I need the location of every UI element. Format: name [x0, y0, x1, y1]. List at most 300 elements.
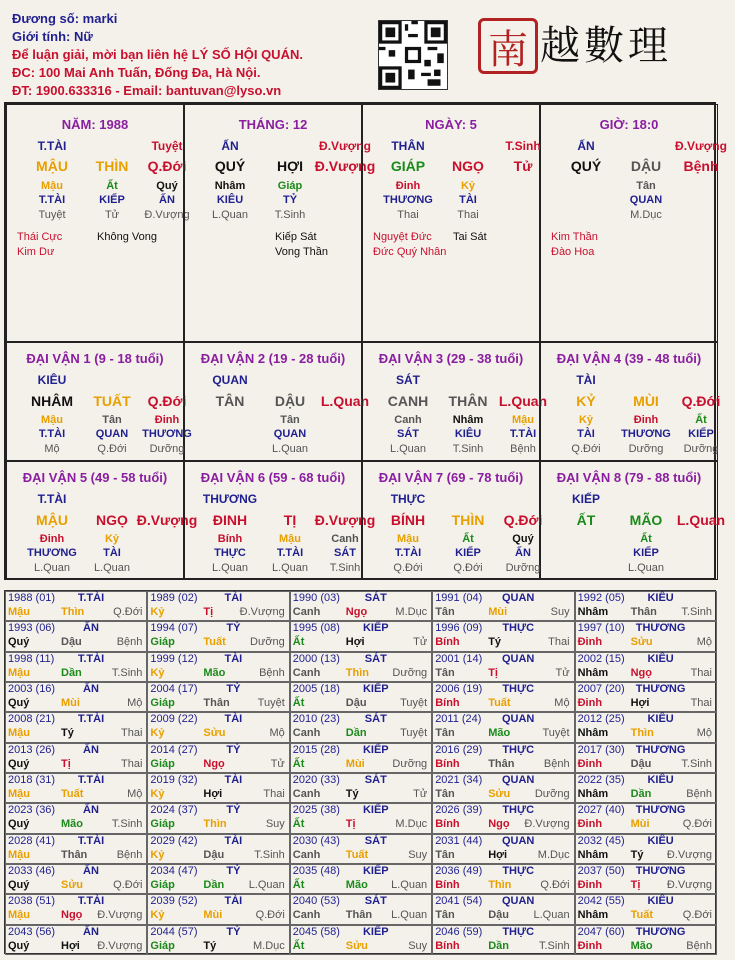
year-stem: Giáp: [150, 636, 175, 649]
year-label: 2017 (30): [577, 743, 625, 756]
header-info: [12, 10, 303, 100]
pillar-title: NGÀY: 5: [425, 117, 477, 132]
hidden-state: L.Quan: [211, 209, 249, 221]
year-state: Bệnh: [259, 666, 285, 679]
hidden-star: T.TÀI: [38, 428, 66, 440]
dai-van-star: TÀI: [576, 373, 596, 387]
hidden-state: Bệnh: [510, 443, 536, 455]
year-label: 2009 (22): [150, 713, 198, 726]
year-branch: Hợi: [61, 939, 80, 952]
hidden-star: KIÊU: [216, 194, 244, 206]
pillar-1: [6, 104, 190, 342]
year-stem: Quý: [8, 696, 30, 709]
year-label: 2039 (52): [150, 895, 198, 908]
hidden-state: L.Quan: [271, 443, 309, 455]
year-branch: Mùi: [203, 909, 223, 922]
year-branch: Thìn: [488, 878, 512, 891]
year-branch: Sửu: [345, 939, 368, 952]
year-cell: [575, 682, 717, 712]
year-label: 2037 (50): [577, 864, 625, 877]
year-state: Bệnh: [116, 636, 143, 649]
hidden-stem: Kỷ: [104, 533, 120, 545]
year-star: ẤN: [83, 925, 99, 938]
year-state: Thai: [690, 666, 712, 679]
year-stem: Giáp: [150, 757, 175, 770]
year-star: THỰC: [502, 743, 535, 756]
year-star: KIÊU: [647, 713, 674, 726]
year-state: Thai: [120, 757, 143, 770]
year-label: 2002 (15): [577, 652, 625, 665]
year-stem: Ất: [292, 939, 305, 952]
dai-van-branch: TUẤT: [93, 393, 131, 409]
year-state: Mộ: [127, 696, 143, 709]
year-branch: Mão: [345, 878, 368, 891]
year-state: T.Sinh: [254, 848, 285, 861]
year-stem: Ất: [292, 757, 305, 770]
hidden-state: M.Dục: [630, 209, 662, 221]
year-state: Mộ: [554, 696, 570, 709]
year-star: QUAN: [501, 713, 535, 726]
year-branch: Tị: [345, 818, 356, 831]
year-stem: Quý: [8, 939, 30, 952]
hidden-stem: Nhâm: [452, 414, 484, 426]
year-stem: Nhâm: [577, 787, 609, 800]
year-stem: Nhâm: [577, 606, 609, 618]
year-state: L.Quan: [533, 909, 570, 922]
year-cell: [432, 621, 574, 651]
year-state: Dưỡng: [250, 636, 285, 649]
year-stem: Giáp: [150, 878, 175, 891]
hidden-state: Thai: [397, 209, 419, 221]
year-stem: Bính: [435, 878, 460, 891]
year-label: 2000 (13): [292, 652, 340, 665]
hidden-stem: Ất: [695, 414, 707, 426]
year-label: 2023 (36): [8, 804, 56, 817]
year-cell: [5, 621, 147, 651]
year-cell: [147, 621, 289, 651]
year-stem: Đinh: [577, 696, 603, 709]
year-state: Đ.Vượng: [666, 848, 712, 861]
year-state: Đ.Vượng: [524, 818, 570, 831]
year-state: Q.Đới: [113, 606, 143, 618]
year-branch: Dậu: [488, 909, 509, 922]
year-branch: Tị: [488, 666, 498, 679]
hidden-star: TỶ: [282, 194, 298, 206]
hidden-star: QUAN: [273, 428, 307, 440]
dai-van-title: ĐẠI VẬN 2 (19 - 28 tuổi): [200, 351, 346, 366]
heaven-state: T.Sinh: [505, 139, 541, 153]
year-stem: Giáp: [150, 696, 175, 709]
year-star: QUAN: [501, 652, 535, 665]
year-branch: Dậu: [203, 848, 225, 861]
year-state: Tuyệt: [400, 727, 428, 740]
year-label: 1997 (10): [577, 622, 625, 635]
pillar-2: [184, 104, 376, 342]
hidden-stem: Quý: [156, 180, 178, 192]
year-state: Q.Đới: [113, 878, 143, 891]
dai-van-branch: L.Quan: [676, 512, 726, 528]
dai-van-title: ĐẠI VẬN 4 (39 - 48 tuổi): [556, 351, 702, 366]
hidden-stem: Kỷ: [460, 180, 476, 192]
year-cell: [290, 743, 432, 773]
year-label: 2016 (29): [435, 743, 483, 756]
year-stem: Đinh: [577, 818, 603, 831]
year-star: TÀI: [224, 773, 243, 786]
year-label: 2006 (19): [435, 682, 483, 695]
year-state: L.Quan: [391, 878, 428, 891]
year-star: KIÊU: [647, 895, 674, 908]
year-star: TỶ: [226, 804, 241, 817]
year-label: 2021 (34): [435, 773, 483, 786]
year-star: ẤN: [83, 622, 99, 635]
year-stem: Giáp: [150, 818, 175, 831]
dai-van-branch: TỊ: [283, 512, 297, 528]
year-label: 2019 (32): [150, 773, 198, 786]
year-label: 2027 (40): [577, 804, 625, 817]
year-star: TỶ: [226, 682, 241, 695]
year-state: Suy: [408, 848, 428, 861]
year-cell: [432, 652, 574, 682]
year-stem: Ất: [292, 636, 305, 649]
hidden-stem: Đinh: [633, 414, 659, 426]
year-star: THƯƠNG: [635, 743, 686, 756]
year-cell: [5, 773, 147, 803]
year-star: TÀI: [224, 834, 243, 847]
hidden-stem: Mậu: [512, 414, 534, 426]
year-branch: Hợi: [488, 848, 508, 861]
year-branch: Hợi: [203, 787, 223, 800]
year-label: 2024 (37): [150, 804, 198, 817]
special-star: Kim Dư: [17, 246, 55, 258]
dai-van-star: THỰC: [390, 492, 426, 506]
year-stem: Quý: [8, 878, 30, 891]
dai-van-star: SÁT: [396, 373, 420, 387]
owner-name: Đương số: marki: [12, 11, 118, 26]
year-state: L.Quan: [391, 909, 428, 922]
year-label: 2030 (43): [292, 834, 340, 847]
year-label: 2025 (38): [292, 804, 340, 817]
year-state: Tử: [270, 757, 285, 770]
year-label: 2013 (26): [8, 743, 56, 756]
year-star: T.TÀI: [77, 834, 105, 847]
year-stem: Kỷ: [150, 606, 165, 618]
year-branch: Thân: [203, 696, 230, 709]
hidden-star: SÁT: [397, 428, 419, 440]
year-stem: Canh: [292, 666, 321, 679]
year-state: Q.Đới: [682, 818, 712, 831]
hidden-state: Tuyệt: [38, 209, 66, 221]
hidden-stem: Đinh: [39, 533, 65, 545]
dai-van-branch: Q.Đới: [503, 512, 543, 528]
heaven-state: Tuyệt: [151, 139, 183, 153]
branch-value: HỢI: [277, 158, 303, 174]
year-label: 2003 (16): [8, 682, 56, 695]
dai-van-star: QUAN: [212, 373, 248, 387]
year-branch: Mão: [488, 727, 511, 740]
pillar-3: [362, 104, 540, 342]
dai-van-branch: Q.Đới: [147, 393, 187, 409]
year-star: SÁT: [364, 713, 387, 726]
year-state: T.Sinh: [681, 757, 712, 770]
dai-van-branch: Q.Đới: [681, 393, 721, 409]
year-stem: Tân: [435, 666, 455, 679]
year-label: 2022 (35): [577, 773, 625, 786]
year-cell: [575, 652, 717, 682]
year-star: KIÊU: [647, 592, 674, 604]
year-star: KIẾP: [362, 682, 389, 695]
year-star: QUAN: [501, 834, 535, 847]
hidden-star: THƯƠNG: [621, 428, 671, 440]
year-star: THƯƠNG: [635, 804, 686, 817]
year-star: T.TÀI: [77, 652, 105, 665]
dai-van-branch: NGỌ: [96, 512, 128, 528]
heaven-star: ẤN: [221, 139, 239, 153]
year-stem: Mậu: [8, 666, 30, 679]
dai-van-branch: TÂN: [215, 393, 245, 409]
year-star: T.TÀI: [77, 592, 105, 604]
year-star: SÁT: [364, 592, 387, 604]
year-cell: [5, 925, 147, 955]
year-star: ẤN: [83, 682, 99, 695]
year-cell: [147, 925, 289, 955]
hidden-state: T.Sinh: [452, 443, 484, 455]
year-stem: Tân: [435, 909, 455, 922]
year-branch: Sửu: [203, 727, 226, 740]
year-label: 1998 (11): [8, 652, 55, 665]
hidden-state: L.Quan: [271, 562, 309, 574]
year-state: Bệnh: [116, 848, 143, 861]
special-star: Nguyệt Đức: [373, 231, 432, 243]
year-stem: Tân: [435, 727, 455, 740]
phone-email-line[interactable]: ĐT: 1900.633316 - Email: bantuvan@lyso.vn: [12, 83, 282, 98]
hidden-star: T.TÀI: [38, 194, 66, 206]
year-branch: Tị: [203, 606, 214, 618]
year-stem: Ất: [292, 878, 305, 891]
year-label: 2028 (41): [8, 834, 56, 847]
year-label: 2032 (45): [577, 834, 625, 847]
hidden-star: QUAN: [629, 194, 663, 206]
year-stem: Nhâm: [577, 909, 609, 922]
year-label: 2044 (57): [150, 925, 198, 938]
hidden-star: SÁT: [334, 547, 356, 559]
year-state: M.Dục: [395, 818, 428, 831]
year-label: 2001 (14): [435, 652, 483, 665]
year-label: 2004 (17): [150, 682, 198, 695]
year-stem: Đinh: [577, 636, 603, 649]
hidden-state: Tử: [104, 209, 120, 221]
hidden-state: Dưỡng: [505, 562, 541, 574]
special-star: Vong Thần: [275, 246, 329, 258]
year-star: TỶ: [226, 925, 241, 938]
dai-van-branch: MÃO: [629, 512, 663, 528]
year-state: M.Dục: [395, 606, 428, 618]
dai-van-6: [184, 461, 376, 580]
heaven-state: Đ.Vượng: [319, 139, 371, 153]
year-label: 2026 (39): [435, 804, 483, 817]
year-branch: Tý: [630, 848, 644, 861]
year-state: Thai: [120, 727, 143, 740]
year-branch: Tuất: [630, 909, 653, 922]
year-stem: Bính: [435, 636, 460, 649]
year-state: Tử: [413, 787, 428, 800]
year-star: KIẾP: [362, 804, 389, 817]
year-branch: Thân: [630, 606, 657, 618]
hidden-state: L.Quan: [389, 443, 427, 455]
year-stem: Nhâm: [577, 848, 609, 861]
year-star: TỶ: [226, 743, 241, 756]
year-star: THƯƠNG: [635, 622, 686, 635]
year-branch: Ngọ: [630, 666, 652, 679]
year-stem: Giáp: [150, 939, 175, 952]
year-state: Mộ: [127, 787, 143, 800]
year-cell: [290, 773, 432, 803]
year-star: QUAN: [501, 773, 535, 786]
address-line: ĐC: 100 Mai Anh Tuấn, Đống Đa, Hà Nội.: [12, 65, 261, 80]
year-star: KIÊU: [647, 652, 674, 665]
year-cell: [290, 652, 432, 682]
year-star: KIẾP: [362, 864, 389, 877]
hidden-stem: Ất: [106, 180, 118, 192]
year-label: 1999 (12): [150, 652, 198, 665]
dai-van-branch: KỶ: [576, 393, 596, 409]
year-state: T.Sinh: [681, 606, 712, 618]
branch-value: GIÁP: [390, 158, 426, 174]
year-branch: Ngọ: [345, 606, 368, 618]
year-branch: Mùi: [630, 818, 650, 831]
year-star: THỰC: [502, 864, 535, 877]
year-cell: [432, 682, 574, 712]
year-cell: [5, 834, 147, 864]
year-cell: [5, 712, 147, 742]
year-state: Tuyệt: [257, 696, 285, 709]
dai-van-1: [6, 342, 192, 461]
year-cell: [432, 743, 574, 773]
contact-line[interactable]: Để luận giải, mời bạn liên hệ LÝ SỐ HỘI QUÁN.: [12, 47, 303, 62]
hidden-state: Dưỡng: [628, 443, 664, 455]
year-branch: Sửu: [488, 787, 511, 800]
year-star: THỰC: [502, 682, 535, 695]
year-label: 2012 (25): [577, 713, 625, 726]
year-cell: [575, 803, 717, 833]
year-star: THỰC: [502, 925, 535, 938]
year-star: ẤN: [83, 743, 99, 756]
pillar-title: THÁNG: 12: [238, 117, 308, 132]
hidden-stem: Tân: [280, 414, 300, 426]
branch-value: QUÝ: [214, 158, 246, 174]
year-label: 2038 (51): [8, 895, 56, 908]
year-label: 2018 (31): [8, 773, 56, 786]
year-label: 2041 (54): [435, 895, 483, 908]
year-cell: [432, 803, 574, 833]
year-state: Dưỡng: [392, 666, 428, 679]
year-stem: Bính: [435, 818, 460, 831]
dai-van-star: T.TÀI: [37, 492, 67, 506]
dai-van-branch: DẬU: [274, 393, 306, 409]
year-cell: [290, 834, 432, 864]
year-stem: Canh: [292, 909, 321, 922]
year-label: 2036 (49): [435, 864, 483, 877]
year-stem: Nhâm: [577, 666, 609, 679]
hidden-stem: Canh: [331, 533, 359, 545]
year-stem: Tân: [435, 606, 455, 618]
year-branch: Ngọ: [61, 909, 83, 922]
year-label: 2035 (48): [292, 864, 340, 877]
year-cell: [290, 894, 432, 924]
hidden-star: T.TÀI: [394, 547, 422, 559]
year-label: 2046 (59): [435, 925, 483, 938]
branch-value: Q.Đới: [147, 158, 187, 174]
hidden-stem: Bính: [217, 533, 243, 545]
pillar-title: GIỜ: 18:0: [599, 117, 659, 132]
hidden-stem: Đinh: [395, 180, 421, 192]
year-label: 2005 (18): [292, 682, 340, 695]
year-cell: [147, 682, 289, 712]
dai-van-3: [362, 342, 548, 461]
year-cell: [575, 621, 717, 651]
year-state: Suy: [265, 818, 285, 831]
year-label: 1996 (09): [435, 622, 483, 635]
year-cell: [575, 864, 717, 894]
special-star: Kiếp Sát: [275, 231, 317, 243]
year-branch: Tý: [61, 727, 74, 740]
year-state: Q.Đới: [540, 878, 570, 891]
year-branch: Mùi: [345, 757, 365, 770]
year-label: 1991 (04): [435, 592, 483, 604]
hidden-star: THƯƠNG: [383, 194, 433, 206]
year-cell: [575, 925, 717, 955]
year-star: TÀI: [224, 592, 243, 604]
hidden-star: KIẾP: [455, 547, 481, 559]
year-stem: Quý: [8, 636, 30, 649]
year-state: Tuyệt: [400, 696, 428, 709]
year-stem: Bính: [435, 757, 460, 770]
year-label: 1992 (05): [577, 592, 625, 604]
year-stem: Mậu: [8, 848, 30, 861]
year-cell: [5, 743, 147, 773]
hidden-stem: Ất: [640, 533, 652, 545]
year-label: 1990 (03): [292, 592, 340, 604]
year-branch: Dần: [345, 727, 367, 740]
hidden-stem: Giáp: [277, 180, 303, 192]
year-branch: Tý: [345, 787, 359, 800]
hidden-state: T.Sinh: [329, 562, 361, 574]
year-stem: Mậu: [8, 606, 30, 618]
year-star: ẤN: [83, 804, 99, 817]
year-stem: Nhâm: [577, 727, 609, 740]
year-label: 2008 (21): [8, 713, 56, 726]
year-cell: [575, 834, 717, 864]
hidden-stem: Mậu: [41, 414, 63, 426]
dai-van-8: [540, 461, 726, 580]
hidden-star: KIÊU: [454, 428, 482, 440]
hidden-star: ẤN: [159, 194, 175, 206]
year-branch: Tý: [488, 636, 502, 649]
year-branch: Dần: [203, 878, 225, 891]
year-cell: [290, 803, 432, 833]
year-label: 1993 (06): [8, 622, 56, 635]
year-branch: Mão: [630, 939, 653, 952]
year-branch: Mão: [61, 818, 83, 831]
year-label: 2045 (58): [292, 925, 340, 938]
year-star: TÀI: [224, 652, 243, 665]
hidden-star: T.TÀI: [276, 547, 304, 559]
year-star: KIÊU: [647, 773, 674, 786]
branch-value: QUÝ: [570, 158, 602, 174]
year-cell: [432, 712, 574, 742]
year-star: TỶ: [226, 864, 241, 877]
year-stem: Đinh: [577, 878, 603, 891]
year-branch: Dậu: [61, 636, 82, 649]
